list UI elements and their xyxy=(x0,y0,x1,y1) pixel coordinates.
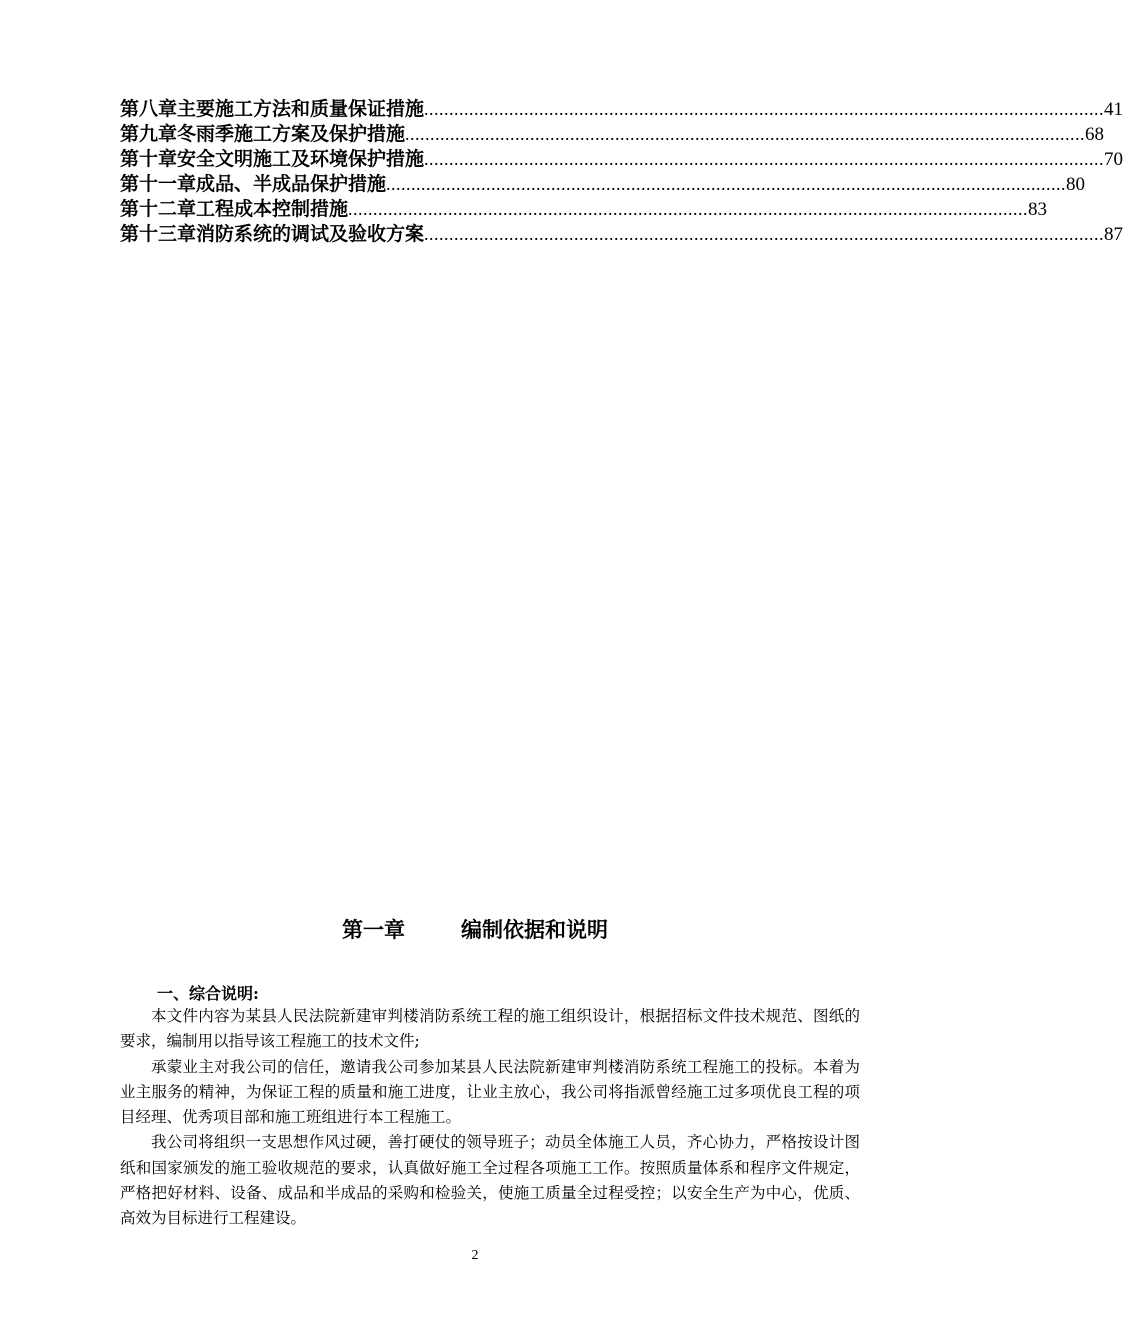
toc-entry[interactable] xyxy=(120,172,1086,197)
toc-page-number: 80 xyxy=(1066,174,1086,195)
chapter-heading-number: 第一章 xyxy=(342,917,405,942)
toc-leader-dots: ........................................................................................................................................ xyxy=(424,224,1105,244)
toc-chapter-number: 第十二章 xyxy=(120,198,197,220)
section-heading: 一、综合说明: xyxy=(157,984,259,1003)
toc-leader-dots: ........................................................................................................................................ xyxy=(424,99,1105,119)
toc-chapter-number: 第十章 xyxy=(120,148,178,170)
toc-chapter-title: 工程成本控制措施 xyxy=(196,198,349,220)
toc-leader-dots: ........................................................................................................................................ xyxy=(424,149,1105,169)
paragraph: 承蒙业主对我公司的信任，邀请我公司参加某县人民法院新建审判楼消防系统工程施工的投标。本着为业主服务的精神，为保证工程的质量和施工进度，让业主放心，我公司将指派曾经施工过多项优良工程的项目经理、优秀项目部和施工班组进行本工程施工。 xyxy=(120,1057,860,1127)
toc-page-number: 83 xyxy=(1028,199,1048,220)
toc-leader-dots: ........................................................................................................................................ xyxy=(386,174,1067,194)
page-number: 2 xyxy=(471,1248,479,1263)
toc-entry[interactable] xyxy=(120,97,1123,122)
chapter-heading xyxy=(0,914,950,944)
toc-page-number: 87 xyxy=(1104,224,1123,245)
toc-chapter-title: 消防系统的调试及验收方案 xyxy=(196,223,425,245)
toc-entry[interactable] xyxy=(120,197,1048,222)
chapter-heading-title: 编制依据和说明 xyxy=(461,917,608,942)
toc-chapter-title: 主要施工方法和质量保证措施 xyxy=(177,98,425,120)
toc-chapter-number: 第八章 xyxy=(120,98,178,120)
toc-chapter-number: 第十三章 xyxy=(120,223,197,245)
toc-page-number: 68 xyxy=(1085,124,1105,145)
paragraph: 本文件内容为某县人民法院新建审判楼消防系统工程的施工组织设计，根据招标文件技术规范、图纸的要求，编制用以指导该工程施工的技术文件; xyxy=(120,1007,860,1051)
table-of-contents xyxy=(120,97,1123,247)
toc-chapter-number: 第十一章 xyxy=(120,173,197,195)
toc-leader-dots: ........................................................................................................................................ xyxy=(405,124,1086,144)
toc-entry[interactable] xyxy=(120,222,1123,247)
toc-page-number: 70 xyxy=(1104,149,1123,170)
toc-chapter-number: 第九章 xyxy=(120,123,178,145)
toc-entry[interactable] xyxy=(120,147,1123,172)
toc-leader-dots: ........................................................................................................................................ xyxy=(348,199,1029,219)
toc-chapter-title: 冬雨季施工方案及保护措施 xyxy=(177,123,406,145)
toc-chapter-title: 安全文明施工及环境保护措施 xyxy=(177,148,425,170)
toc-chapter-title: 成品、半成品保护措施 xyxy=(196,173,387,195)
paragraph: 我公司将组织一支思想作风过硬，善打硬仗的领导班子；动员全体施工人员，齐心协力，严格按设计图纸和国家颁发的施工验收规范的要求，认真做好施工全过程各项施工工作。按照质量体系和程序文件规定，严格把好材料、设备、成品和半成品的采购和检验关，使施工质量全过程受控；以安全生产为中心，优质、高效为目标进行工程建设。 xyxy=(120,1133,860,1228)
toc-entry[interactable] xyxy=(120,122,1105,147)
toc-page-number: 41 xyxy=(1104,99,1123,120)
body-text xyxy=(120,1004,860,1232)
